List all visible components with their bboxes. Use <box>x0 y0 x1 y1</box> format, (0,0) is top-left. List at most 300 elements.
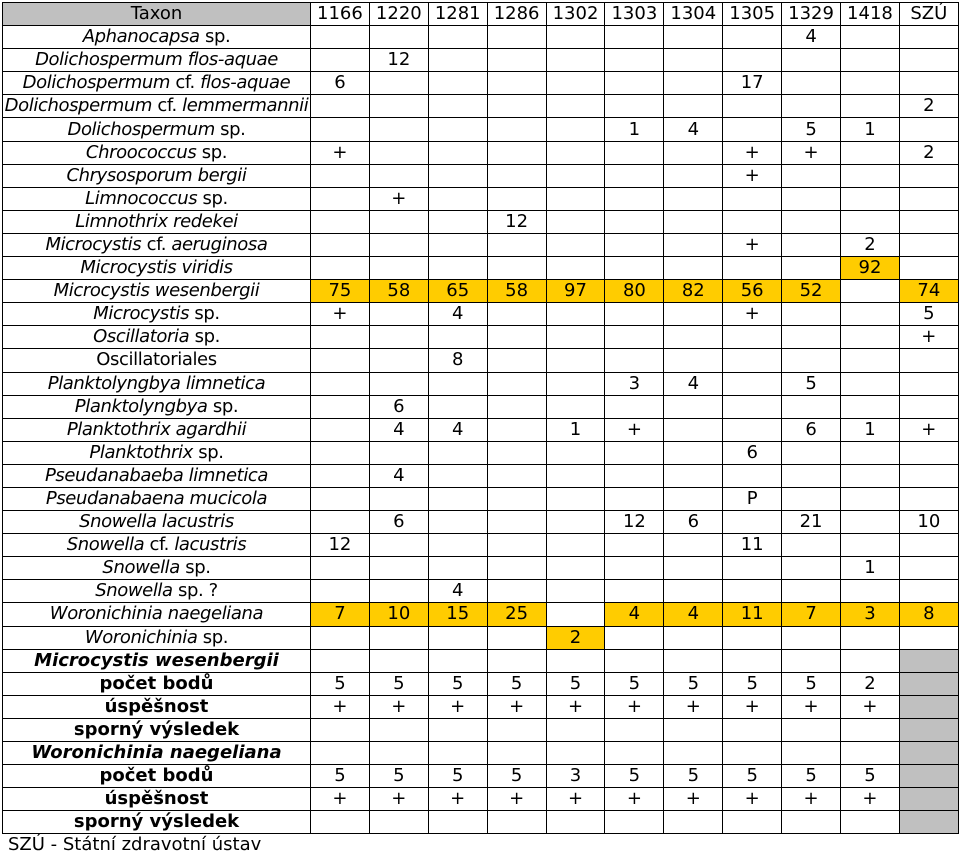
value-cell <box>311 233 370 256</box>
value-cell <box>428 141 487 164</box>
value-cell <box>723 395 782 418</box>
value-cell <box>782 395 841 418</box>
taxon-name <box>3 487 311 510</box>
value-cell <box>723 580 782 603</box>
value-cell <box>723 464 782 487</box>
value-cell <box>487 164 546 187</box>
value-cell <box>428 49 487 72</box>
value-cell: 4 <box>369 464 428 487</box>
column-header: 1286 <box>487 3 546 26</box>
summary-cell: 5 <box>311 765 370 788</box>
table-row <box>3 49 959 72</box>
value-cell <box>428 372 487 395</box>
value-cell <box>546 210 605 233</box>
value-cell <box>899 534 958 557</box>
value-cell <box>311 187 370 210</box>
value-cell <box>899 233 958 256</box>
value-cell <box>782 626 841 649</box>
value-cell <box>782 303 841 326</box>
value-cell <box>899 49 958 72</box>
grey-filler <box>899 742 958 765</box>
value-cell <box>428 118 487 141</box>
value-cell <box>546 441 605 464</box>
value-cell <box>311 626 370 649</box>
grey-filler <box>899 718 958 741</box>
value-cell <box>546 349 605 372</box>
taxon-name-part: Planktolyngbya limnetica <box>47 372 266 394</box>
value-cell <box>841 349 900 372</box>
value-cell <box>605 534 664 557</box>
table-row <box>3 280 959 303</box>
value-cell <box>487 49 546 72</box>
taxon-header: Taxon <box>3 3 311 26</box>
value-cell: 7 <box>311 603 370 626</box>
table-row <box>3 326 959 349</box>
value-cell <box>311 164 370 187</box>
value-cell <box>311 210 370 233</box>
taxon-name-part: Limnococcus <box>85 187 198 209</box>
taxon-name <box>3 557 311 580</box>
summary-cell: + <box>664 695 723 718</box>
value-cell <box>546 557 605 580</box>
summary-cell <box>782 811 841 834</box>
taxon-name <box>3 626 311 649</box>
taxon-name <box>3 95 311 118</box>
value-cell <box>782 464 841 487</box>
value-cell <box>487 349 546 372</box>
value-cell <box>664 626 723 649</box>
value-cell: 12 <box>311 534 370 557</box>
taxon-name-part: sp. <box>197 187 228 209</box>
value-cell <box>899 26 958 49</box>
summary-cell <box>546 811 605 834</box>
value-cell <box>841 534 900 557</box>
value-cell <box>664 49 723 72</box>
value-cell <box>487 464 546 487</box>
taxon-name-part: sp. <box>189 303 220 325</box>
taxon-name-part: Chroococcus <box>85 141 197 163</box>
value-cell: 6 <box>369 395 428 418</box>
taxon-name-part: ? <box>203 580 218 602</box>
value-cell <box>605 210 664 233</box>
value-cell <box>841 141 900 164</box>
value-cell: 52 <box>782 280 841 303</box>
summary-cell: + <box>311 788 370 811</box>
value-cell: + <box>723 303 782 326</box>
value-cell <box>487 534 546 557</box>
summary-cell: + <box>487 788 546 811</box>
value-cell <box>369 349 428 372</box>
value-cell <box>546 72 605 95</box>
value-cell <box>899 72 958 95</box>
taxon-name-part: Dolichospermum flos-aquae <box>35 49 278 71</box>
table-row <box>3 257 959 280</box>
taxon-name-part: cf. <box>144 534 175 556</box>
value-cell <box>664 418 723 441</box>
summary-label: úspěšnost <box>3 788 311 811</box>
value-cell <box>723 95 782 118</box>
value-cell <box>546 534 605 557</box>
summary-row <box>3 788 959 811</box>
summary-cell <box>428 649 487 672</box>
value-cell <box>369 580 428 603</box>
summary-cell: 5 <box>428 672 487 695</box>
taxon-name <box>3 372 311 395</box>
value-cell <box>546 603 605 626</box>
value-cell <box>782 487 841 510</box>
value-cell <box>723 26 782 49</box>
summary-cell: 5 <box>487 765 546 788</box>
summary-cell <box>546 649 605 672</box>
taxon-name-part: cf. <box>170 72 201 94</box>
value-cell <box>311 118 370 141</box>
value-cell <box>605 164 664 187</box>
summary-cell <box>605 742 664 765</box>
value-cell <box>369 257 428 280</box>
value-cell: 6 <box>369 511 428 534</box>
summary-cell <box>782 742 841 765</box>
value-cell <box>664 164 723 187</box>
taxon-name-part: cf. <box>141 233 172 255</box>
value-cell: 6 <box>664 511 723 534</box>
summary-label: počet bodů <box>3 672 311 695</box>
taxon-name-part: lemmermannii <box>182 95 309 117</box>
summary-cell <box>311 811 370 834</box>
value-cell: 4 <box>664 118 723 141</box>
value-cell <box>546 395 605 418</box>
value-cell <box>841 372 900 395</box>
summary-cell: + <box>664 788 723 811</box>
value-cell: 5 <box>782 118 841 141</box>
value-cell <box>899 557 958 580</box>
value-cell: 75 <box>311 280 370 303</box>
value-cell <box>605 187 664 210</box>
value-cell <box>664 326 723 349</box>
value-cell <box>311 349 370 372</box>
value-cell: 58 <box>487 280 546 303</box>
summary-cell <box>664 811 723 834</box>
value-cell <box>605 233 664 256</box>
value-cell <box>841 49 900 72</box>
value-cell <box>664 95 723 118</box>
taxon-name-part: sp. <box>197 626 229 648</box>
table-row <box>3 534 959 557</box>
value-cell <box>311 487 370 510</box>
summary-cell: + <box>605 788 664 811</box>
value-cell <box>311 511 370 534</box>
summary-cell <box>369 742 428 765</box>
column-header: SZÚ <box>899 3 958 26</box>
summary-cell <box>546 718 605 741</box>
value-cell <box>782 49 841 72</box>
value-cell <box>782 580 841 603</box>
value-cell <box>369 210 428 233</box>
summary-cell <box>311 718 370 741</box>
value-cell <box>311 26 370 49</box>
table-row <box>3 118 959 141</box>
value-cell <box>487 326 546 349</box>
value-cell: 56 <box>723 280 782 303</box>
summary-row <box>3 742 959 765</box>
value-cell <box>487 580 546 603</box>
value-cell <box>782 95 841 118</box>
column-header: 1166 <box>311 3 370 26</box>
taxon-name-part: sp. <box>199 26 231 48</box>
value-cell <box>723 511 782 534</box>
value-cell <box>546 26 605 49</box>
value-cell: 8 <box>428 349 487 372</box>
value-cell <box>428 26 487 49</box>
value-cell <box>369 95 428 118</box>
grey-filler <box>899 672 958 695</box>
value-cell: 4 <box>664 372 723 395</box>
value-cell <box>428 464 487 487</box>
taxon-name-part: sp. <box>214 118 246 140</box>
column-header: 1418 <box>841 3 900 26</box>
value-cell <box>428 626 487 649</box>
taxon-name <box>3 395 311 418</box>
value-cell <box>428 187 487 210</box>
grey-filler <box>899 695 958 718</box>
summary-cell: 5 <box>723 765 782 788</box>
summary-row <box>3 672 959 695</box>
value-cell <box>782 233 841 256</box>
summary-cell <box>369 649 428 672</box>
taxon-name-part: Pseudanabaeba limnetica <box>44 464 269 486</box>
value-cell: 2 <box>899 95 958 118</box>
value-cell: + <box>782 141 841 164</box>
value-cell <box>487 418 546 441</box>
table-row <box>3 26 959 49</box>
value-cell: 6 <box>782 418 841 441</box>
value-cell <box>899 349 958 372</box>
taxon-name <box>3 326 311 349</box>
value-cell <box>664 349 723 372</box>
value-cell <box>369 26 428 49</box>
summary-label: Woronichinia naegeliana <box>3 742 311 765</box>
value-cell <box>428 210 487 233</box>
column-header: 1220 <box>369 3 428 26</box>
taxon-name <box>3 210 311 233</box>
value-cell: 12 <box>369 49 428 72</box>
summary-cell: 5 <box>664 765 723 788</box>
value-cell <box>487 26 546 49</box>
value-cell: 5 <box>782 372 841 395</box>
value-cell <box>487 487 546 510</box>
taxon-name-part: Dolichospermum <box>4 95 153 117</box>
value-cell: 10 <box>899 511 958 534</box>
summary-row <box>3 649 959 672</box>
value-cell <box>487 395 546 418</box>
value-cell <box>841 464 900 487</box>
value-cell <box>782 164 841 187</box>
summary-cell: 5 <box>782 765 841 788</box>
value-cell <box>546 580 605 603</box>
value-cell: 5 <box>899 303 958 326</box>
column-header: 1305 <box>723 3 782 26</box>
value-cell: 6 <box>723 441 782 464</box>
summary-cell: + <box>723 695 782 718</box>
table-row <box>3 372 959 395</box>
summary-cell: 3 <box>546 765 605 788</box>
header-row <box>3 3 959 26</box>
value-cell: 3 <box>841 603 900 626</box>
taxon-name-part: Microcystis wesenbergii <box>53 280 260 302</box>
summary-cell <box>428 811 487 834</box>
value-cell <box>664 72 723 95</box>
value-cell: 21 <box>782 511 841 534</box>
value-cell: + <box>899 418 958 441</box>
value-cell <box>664 233 723 256</box>
value-cell <box>782 441 841 464</box>
value-cell: 58 <box>369 280 428 303</box>
value-cell <box>605 441 664 464</box>
value-cell <box>546 303 605 326</box>
value-cell <box>605 464 664 487</box>
value-cell <box>723 418 782 441</box>
value-cell <box>311 557 370 580</box>
taxon-name <box>3 72 311 95</box>
value-cell <box>487 187 546 210</box>
summary-cell: 5 <box>311 672 370 695</box>
value-cell <box>664 210 723 233</box>
taxon-name <box>3 280 311 303</box>
value-cell: 12 <box>605 511 664 534</box>
value-cell <box>605 141 664 164</box>
taxon-name-part: Snowella <box>95 580 173 602</box>
summary-cell: 5 <box>841 765 900 788</box>
summary-cell <box>841 742 900 765</box>
taxon-name-part: sp. <box>179 557 211 579</box>
value-cell <box>428 326 487 349</box>
column-header: 1329 <box>782 3 841 26</box>
value-cell: 7 <box>782 603 841 626</box>
evaluation-rows <box>3 649 959 834</box>
value-cell <box>546 118 605 141</box>
value-cell <box>605 26 664 49</box>
taxon-name <box>3 349 311 372</box>
value-cell <box>487 511 546 534</box>
taxon-name-part: cf. <box>152 95 183 117</box>
taxon-name <box>3 164 311 187</box>
taxon-name-part: Dolichospermum <box>67 118 215 140</box>
summary-cell: 5 <box>546 672 605 695</box>
value-cell <box>841 303 900 326</box>
value-cell <box>723 49 782 72</box>
value-cell: 1 <box>605 118 664 141</box>
taxon-name <box>3 303 311 326</box>
summary-cell: 5 <box>605 672 664 695</box>
value-cell <box>546 95 605 118</box>
table-row <box>3 187 959 210</box>
taxon-name <box>3 418 311 441</box>
value-cell <box>369 487 428 510</box>
taxon-name <box>3 603 311 626</box>
taxon-name <box>3 118 311 141</box>
value-cell <box>546 511 605 534</box>
summary-cell <box>605 649 664 672</box>
value-cell <box>311 49 370 72</box>
table-row <box>3 164 959 187</box>
summary-cell <box>723 811 782 834</box>
grey-filler <box>899 765 958 788</box>
value-cell: 3 <box>605 372 664 395</box>
summary-cell: + <box>841 788 900 811</box>
value-cell <box>605 303 664 326</box>
value-cell <box>487 372 546 395</box>
value-cell <box>546 326 605 349</box>
value-cell: 12 <box>487 210 546 233</box>
summary-cell: + <box>782 788 841 811</box>
summary-cell <box>723 649 782 672</box>
value-cell <box>723 118 782 141</box>
summary-cell <box>311 742 370 765</box>
summary-cell <box>487 718 546 741</box>
value-cell <box>546 372 605 395</box>
value-cell <box>782 557 841 580</box>
value-cell <box>782 257 841 280</box>
value-cell <box>487 118 546 141</box>
value-cell <box>841 487 900 510</box>
taxon-name-part: Planktolyngbya <box>74 395 208 417</box>
taxon-name-part: sp. <box>192 441 224 463</box>
taxon-name <box>3 26 311 49</box>
value-cell <box>605 626 664 649</box>
summary-cell: 5 <box>428 765 487 788</box>
value-cell <box>311 580 370 603</box>
value-cell <box>664 395 723 418</box>
value-cell: 2 <box>546 626 605 649</box>
value-cell: 8 <box>899 603 958 626</box>
value-cell <box>487 233 546 256</box>
table-row <box>3 210 959 233</box>
value-cell <box>428 487 487 510</box>
value-cell <box>841 441 900 464</box>
value-cell <box>899 187 958 210</box>
value-cell <box>723 326 782 349</box>
results-table <box>2 2 959 834</box>
summary-cell: + <box>428 788 487 811</box>
value-cell <box>428 72 487 95</box>
taxon-name <box>3 233 311 256</box>
value-cell <box>546 164 605 187</box>
table-row <box>3 72 959 95</box>
value-cell <box>723 257 782 280</box>
summary-cell: + <box>487 695 546 718</box>
summary-cell: + <box>782 695 841 718</box>
value-cell <box>899 580 958 603</box>
summary-cell: + <box>546 788 605 811</box>
value-cell: 97 <box>546 280 605 303</box>
taxon-name-part: aeruginosa <box>171 233 268 255</box>
table-row <box>3 95 959 118</box>
value-cell <box>487 303 546 326</box>
summary-cell: + <box>723 788 782 811</box>
summary-cell <box>428 718 487 741</box>
value-cell: 17 <box>723 72 782 95</box>
value-cell <box>311 464 370 487</box>
value-cell <box>605 72 664 95</box>
value-cell <box>546 187 605 210</box>
value-cell <box>605 557 664 580</box>
summary-cell <box>487 649 546 672</box>
table-row <box>3 233 959 256</box>
value-cell: + <box>723 164 782 187</box>
taxon-name <box>3 464 311 487</box>
value-cell <box>664 534 723 557</box>
value-cell: 65 <box>428 280 487 303</box>
value-cell <box>782 72 841 95</box>
